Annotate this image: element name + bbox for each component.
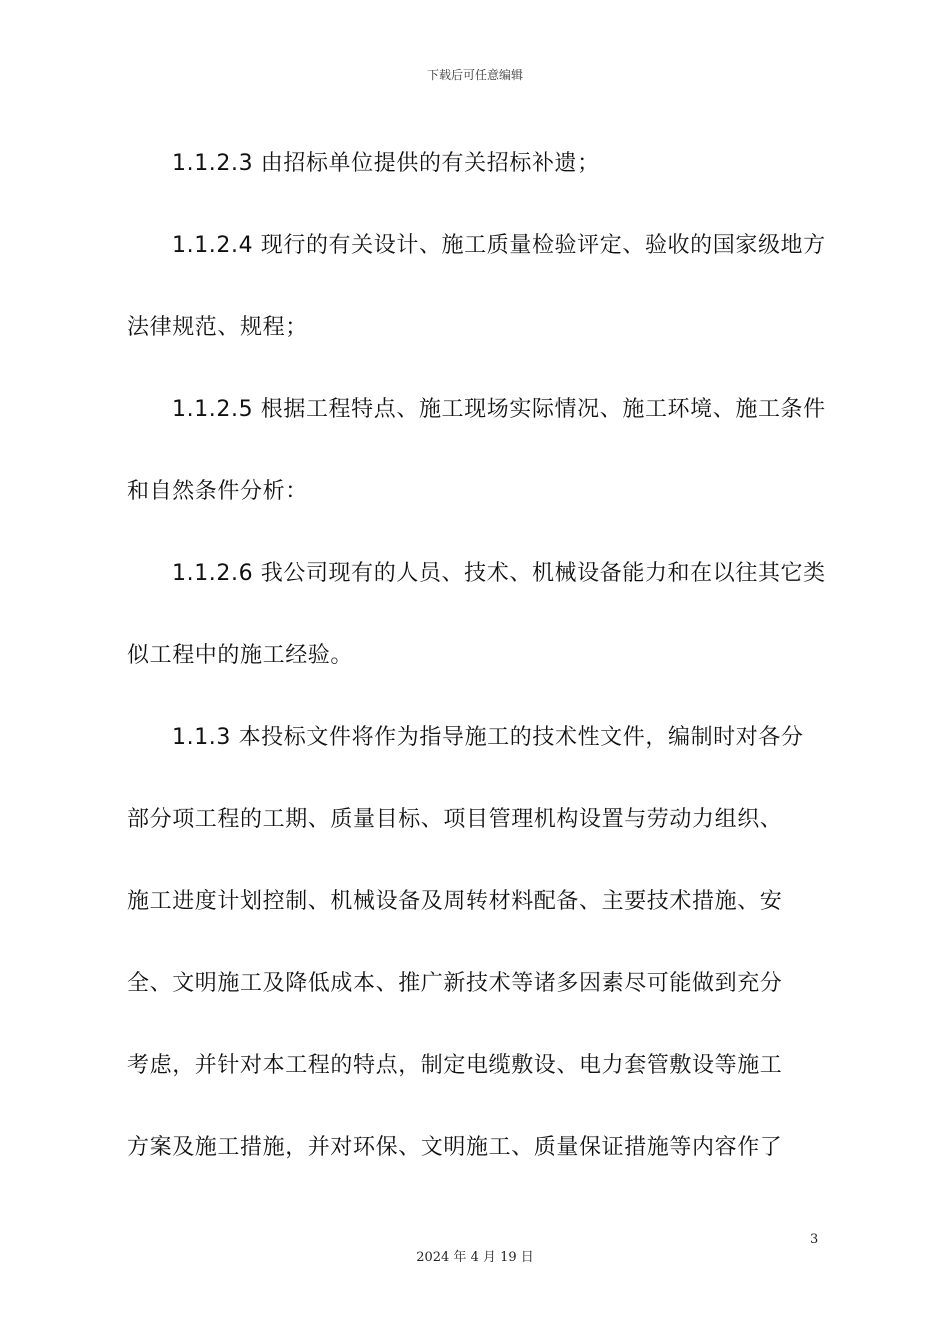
document-body bbox=[127, 144, 826, 1210]
paragraph-1-1-3 bbox=[127, 718, 823, 1210]
text-line: 1.1.2.5 根据工程特点、施工现场实际情况、施工环境、施工条件 bbox=[172, 397, 826, 422]
text-line: 方案及施工措施，并对环保、文明施工、质量保证措施等内容作了 bbox=[127, 1135, 783, 1160]
text-line: 1.1.2.3 由招标单位提供的有关招标补遗； bbox=[172, 151, 600, 176]
text-line: 1.1.2.4 现行的有关设计、施工质量检验评定、验收的国家级地方 bbox=[172, 233, 826, 258]
paragraph-1-1-2-6 bbox=[127, 554, 826, 718]
paragraph-1-1-2-4 bbox=[127, 226, 826, 390]
text-line: 全、文明施工及降低成本、推广新技术等诸多因素尽可能做到充分 bbox=[127, 971, 783, 996]
page-number: 3 bbox=[810, 1232, 819, 1247]
text-line: 和自然条件分析： bbox=[127, 479, 308, 504]
page-header: 下载后可任意编辑 bbox=[426, 68, 523, 82]
text-line: 法律规范、规程； bbox=[127, 315, 308, 340]
text-line: 施工进度计划控制、机械设备及周转材料配备、主要技术措施、安 bbox=[127, 889, 783, 914]
text-line: 1.1.2.6 我公司现有的人员、技术、机械设备能力和在以往其它类 bbox=[172, 561, 826, 586]
footer-date: 2024 年 4 月 19 日 bbox=[416, 1250, 534, 1265]
text-line: 1.1.3 本投标文件将作为指导施工的技术性文件，编制时对各分 bbox=[172, 725, 804, 750]
paragraph-1-1-2-3 bbox=[127, 144, 823, 226]
text-line: 似工程中的施工经验。 bbox=[127, 643, 354, 668]
text-line: 考虑，并针对本工程的特点，制定电缆敷设、电力套管敷设等施工 bbox=[127, 1053, 783, 1078]
text-line: 部分项工程的工期、质量目标、项目管理机构设置与劳动力组织、 bbox=[127, 807, 783, 832]
paragraph-1-1-2-5 bbox=[127, 390, 826, 554]
